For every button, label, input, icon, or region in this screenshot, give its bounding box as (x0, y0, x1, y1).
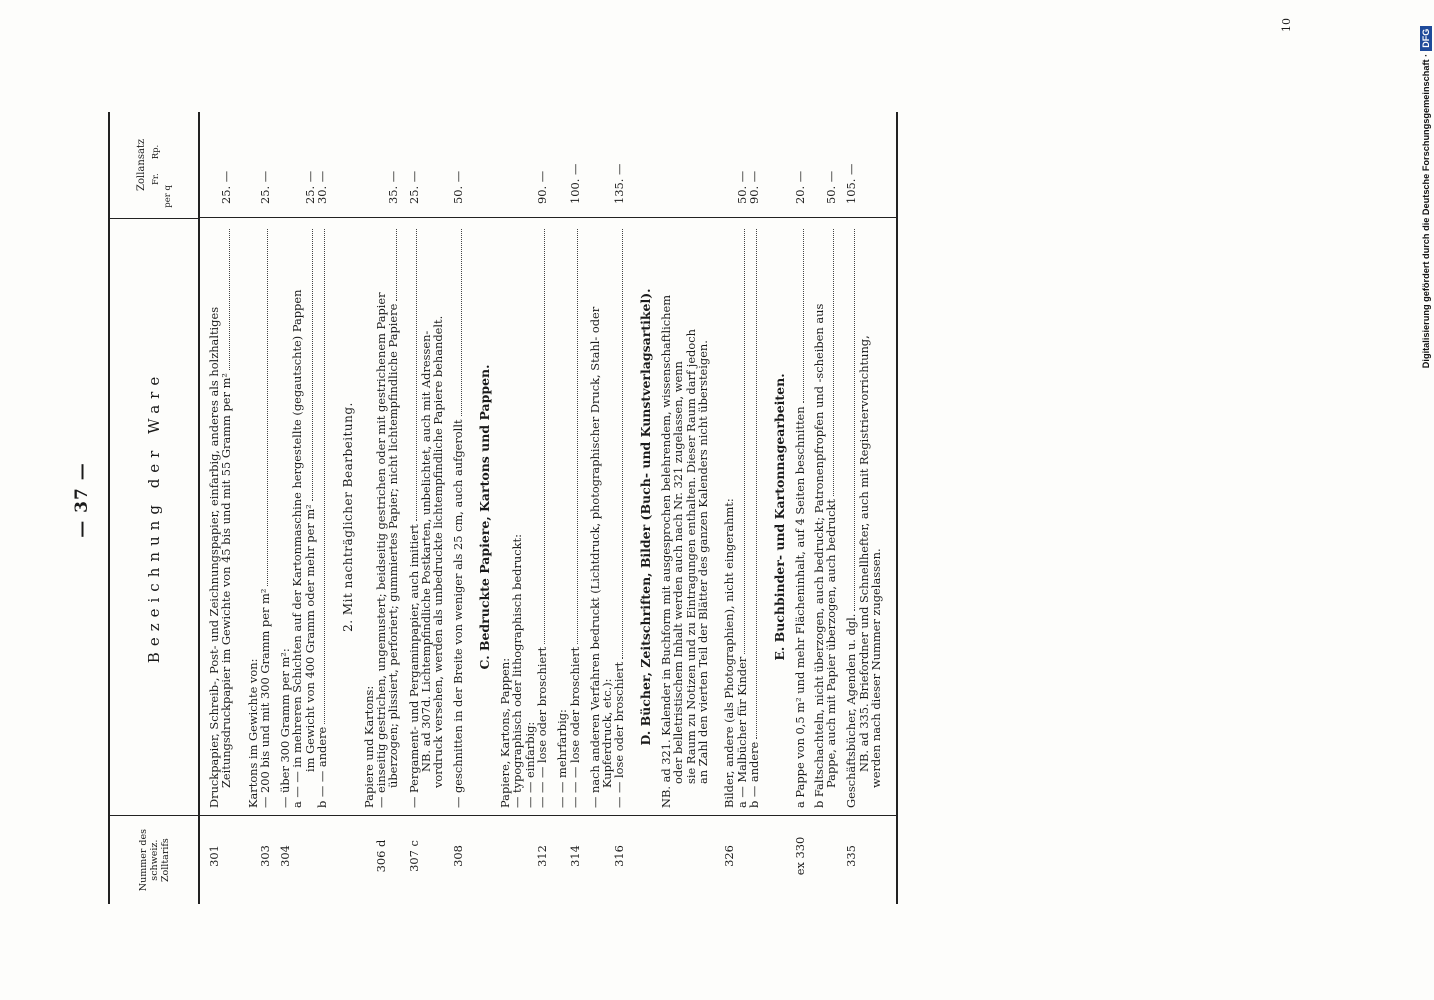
entry-line: überzogen; plissiert, perforiert; gummiertes Papier; nicht lichtempfindliche Papiere (386, 303, 401, 788)
note-line: NB. ad 307d. Lichtempfindliche Postkarten, unbelichtet, auch mit Adressen- (418, 330, 433, 772)
entry-line-dotted (220, 226, 232, 808)
entry-line: — typographisch oder lithographisch bedruckt: (510, 534, 525, 808)
header-rate-units (151, 145, 161, 185)
header-rate-label: Zollansatz (135, 138, 147, 191)
tariff-number: 307 c (406, 840, 421, 872)
table-header (108, 112, 200, 904)
table-row (208, 112, 233, 904)
entry-line: Bilder, andere (als Photographien), nicht eingerahmt: (722, 498, 737, 808)
note-line: werden nach dieser Nummer zugelassen. (868, 548, 883, 788)
entry-line: b Faltschachteln, nicht überzogen, auch bedruckt; Patronenpfropfen und -scheiben aus (811, 303, 826, 808)
entry-line: — — mehrfarbig: (555, 709, 570, 808)
tariff-number: 314 (567, 845, 582, 867)
entry-line: Zeitungsdruckpapier im Gewichte von 45 bis und mit 55 Gramm per m² (219, 373, 234, 788)
table-row (452, 112, 464, 904)
note-line: NB. ad 321. Kalender in Buchform mit ausgesprochen belehrendem, wissenschaftlichem (659, 294, 674, 808)
rate-value: 90. — (534, 170, 549, 204)
entry-line-dotted (387, 226, 399, 808)
tariff-number: 326 (722, 845, 737, 867)
entry-line: Kupferdruck, etc.): (600, 678, 615, 788)
entry-line: Pappe, auch mit Papier überzogen, auch bedruckt (823, 498, 838, 788)
entry-line: — 200 bis und mit 300 Gramm per m² (257, 588, 272, 808)
rate-value: 25. — (406, 170, 421, 204)
note-line: vordruck versehen, werden als unbedruckte lichtempfindliche Papiere behandelt. (431, 315, 446, 788)
table-row (723, 112, 760, 904)
table-row (589, 112, 626, 904)
page-number: — 37 — (72, 462, 92, 538)
tariff-number: 312 (534, 845, 549, 867)
header-description: Bezeichnung der Ware (110, 218, 198, 815)
entry-line: — — — lose oder broschiert (567, 646, 582, 808)
tariff-table (108, 112, 898, 904)
entry-line: a — — in mehreren Schichten auf der Kartonmaschine hergestellte (gegautschte) Pappen (290, 289, 305, 808)
rate-value: 30. — (315, 170, 330, 204)
tariff-number: 316 (612, 845, 627, 867)
header-rate (110, 112, 198, 218)
entry-line: Geschäftsbücher, Agenden u. dgl. (844, 613, 859, 808)
entry-line-dotted (259, 226, 271, 808)
section-heading: 2. Mit nachträglicher Bearbeitung. (341, 402, 356, 632)
entry-line: — einseitig gestrichen, ungemustert; beidseitig gestrichen oder mit gestrichenem Papier (373, 292, 388, 808)
section-heading: C. Bedruckte Papiere, Kartons und Pappen. (476, 364, 492, 670)
tariff-number: 308 (451, 845, 466, 867)
rate-value: 50. — (734, 170, 749, 204)
rate-value: 25. — (219, 170, 234, 204)
entry-line: a — Malbücher für Kinder (734, 656, 749, 808)
rate-value: 25. — (302, 170, 317, 204)
tariff-number: 306 d (373, 839, 388, 873)
entry-line: b — andere (746, 741, 761, 808)
rate-value: 35. — (386, 170, 401, 204)
entry-line: im Gewicht von 400 Gramm oder mehr per m² (302, 504, 317, 772)
note-line: sie Raum zu Notizen und zu Eintragungen enthalten. Dieser Raum darf jedoch (683, 329, 698, 784)
entry-line: b — — andere (315, 726, 330, 808)
entry-line-dotted (408, 226, 420, 808)
rate-value: 90. — (746, 170, 761, 204)
credit-text: Digitalisierung gefördert durch die Deutsche Forschungsgemeinschaft · (1421, 53, 1431, 369)
table-row (556, 112, 581, 904)
entry-line: — geschnitten in der Breite von weniger als 25 cm, auch aufgerollt (451, 419, 466, 808)
entry-line-dotted (452, 226, 464, 808)
rate-value: 25. — (257, 170, 272, 204)
entry-line-dotted (736, 226, 748, 808)
rate-value: 105. — (844, 163, 859, 204)
entry-line: a Pappe von 0,5 m² und mehr Flächeninhalt, auf 4 Seiten beschnitten (793, 406, 808, 808)
table-body (200, 112, 898, 904)
signature-number: 10 (1280, 18, 1293, 32)
digitization-credit (1412, 8, 1434, 392)
entry-line-dotted (613, 226, 625, 808)
header-number: Nummer des schweiz. Zolltarifs (110, 815, 198, 904)
tariff-number: 335 (844, 845, 859, 867)
rate-value: 50. — (823, 170, 838, 204)
entry-line-dotted (825, 226, 837, 808)
table-row (794, 112, 837, 904)
entry-line-dotted (845, 226, 857, 808)
rate-value: 135. — (612, 163, 627, 204)
table-row (375, 112, 400, 904)
table-row (408, 112, 445, 904)
tariff-number: 301 (207, 845, 221, 867)
tariff-number: ex 330 (793, 836, 808, 876)
entry-line-dotted (748, 226, 760, 808)
header-unit-rp: Rp. (150, 144, 161, 160)
entry-line: — nach anderen Verfahren bedruckt (Lichtdruck, photographischer Druck, Stahl- oder (587, 306, 602, 808)
entry-line: Papiere, Kartons, Pappen: (498, 657, 513, 808)
section-heading: D. Bücher, Zeitschriften, Bilder (Buch- und Kunstverlagsartikel). (637, 288, 653, 746)
note-line: NB. ad 335. Briefordner und Schnellhefter, auch mit Registriervorrichtung, (856, 335, 871, 772)
entry-line-dotted (304, 226, 316, 808)
entry-line-dotted (316, 226, 328, 808)
rate-value: 20. — (793, 170, 808, 204)
rate-value: 50. — (451, 170, 466, 204)
table-row (499, 112, 548, 904)
table-row (259, 112, 271, 904)
note-line: oder belletristischem Inhalt werden auch nach Nr. 321 zugelassen, wenn (671, 361, 686, 784)
entry-description (208, 218, 233, 816)
section-heading: E. Buchbinder- und Kartonnagearbeiten. (772, 373, 788, 661)
rate-cell (208, 112, 233, 218)
entry-line: — — einfarbig: (522, 721, 537, 808)
entry-line-dotted (536, 226, 548, 808)
header-rate-per: per q (162, 185, 173, 208)
table-row (660, 112, 709, 904)
note-line: an Zahl den vierten Teil der Blätter des ganzen Kalenders nicht übersteigen. (695, 340, 710, 784)
entry-line: — — lose oder broschiert (612, 661, 627, 808)
table-row (279, 112, 328, 904)
header-unit-fr: Fr. (150, 173, 161, 186)
tariff-number: 304 (278, 845, 293, 867)
entry-line: Papiere und Kartons: (361, 685, 376, 808)
entry-line-dotted (569, 226, 581, 808)
entry-line: Druckpapier, Schreib-, Post- und Zeichnungspapier, einfarbig, anderes als holzhaltiges (207, 306, 221, 808)
rate-value: 100. — (567, 163, 582, 204)
dfg-logo: DFG (1420, 26, 1432, 51)
entry-line: — — — lose oder broschiert (534, 646, 549, 808)
entry-line: — Pergament- und Pergaminpapier, auch imitiert (406, 524, 421, 808)
table-row (845, 112, 882, 904)
entry-line-dotted (794, 226, 806, 808)
entry-line: Kartons im Gewichte von: (245, 658, 260, 808)
tariff-number: 303 (257, 845, 272, 867)
entry-line: — über 300 Gramm per m²: (278, 648, 293, 808)
